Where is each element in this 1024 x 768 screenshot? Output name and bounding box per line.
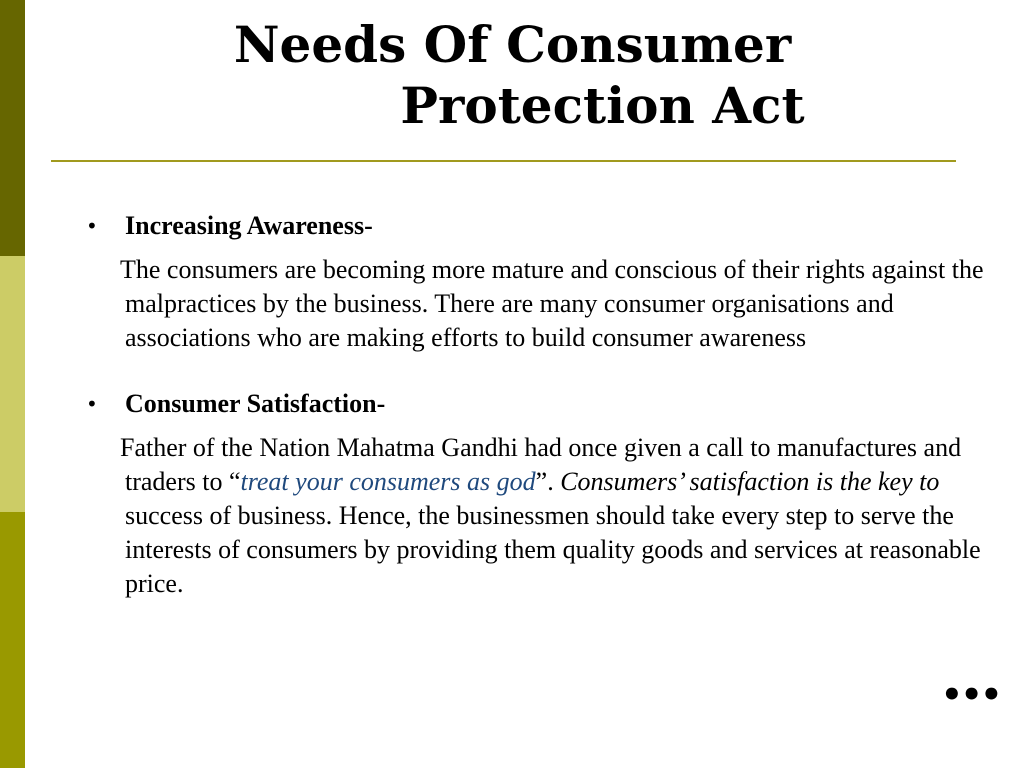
section-heading-awareness <box>86 207 986 245</box>
italic-phrase: Consumers’ satisfaction is the key to <box>560 467 940 496</box>
section-heading-satisfaction <box>86 385 986 423</box>
slide-title-line-2: Protection Act <box>400 76 805 135</box>
bullet-icon: • <box>86 392 98 416</box>
sidebar-segment-middle <box>0 256 25 512</box>
slide-body <box>86 207 986 601</box>
slide-title <box>60 14 1015 136</box>
section-heading-text: Consumer Satisfaction- <box>125 389 386 418</box>
slide-title-line-1: Needs Of Consumer <box>233 15 792 74</box>
section-paragraph-awareness: The consumers are becoming more mature and conscious of their rights against the malpractices by the business. There are many consumer organisations and associations who are making efforts to build consumer awareness <box>120 255 984 352</box>
sidebar-accent-bar <box>0 0 25 768</box>
title-divider <box>51 160 956 162</box>
section-paragraph-satisfaction <box>86 431 986 601</box>
bullet-icon: • <box>86 214 98 238</box>
paragraph-text: ”. <box>535 467 561 496</box>
section-spacer <box>86 355 986 385</box>
paragraph-text: success of business. Hence, the businessmen should take every step to serve the interests of consumers by providing them quality goods and services at reasonable price. <box>125 501 981 598</box>
section-heading-text: Increasing Awareness- <box>125 211 373 240</box>
paragraph-text: Father of the Nation Mahatma Gandhi had once given a call to manufactures and traders to “ <box>120 433 962 496</box>
sidebar-segment-bottom <box>0 512 25 768</box>
more-dots-icon: ••• <box>941 675 1001 715</box>
gandhi-quote: treat your consumers as god <box>240 467 536 496</box>
sidebar-segment-top <box>0 0 25 256</box>
